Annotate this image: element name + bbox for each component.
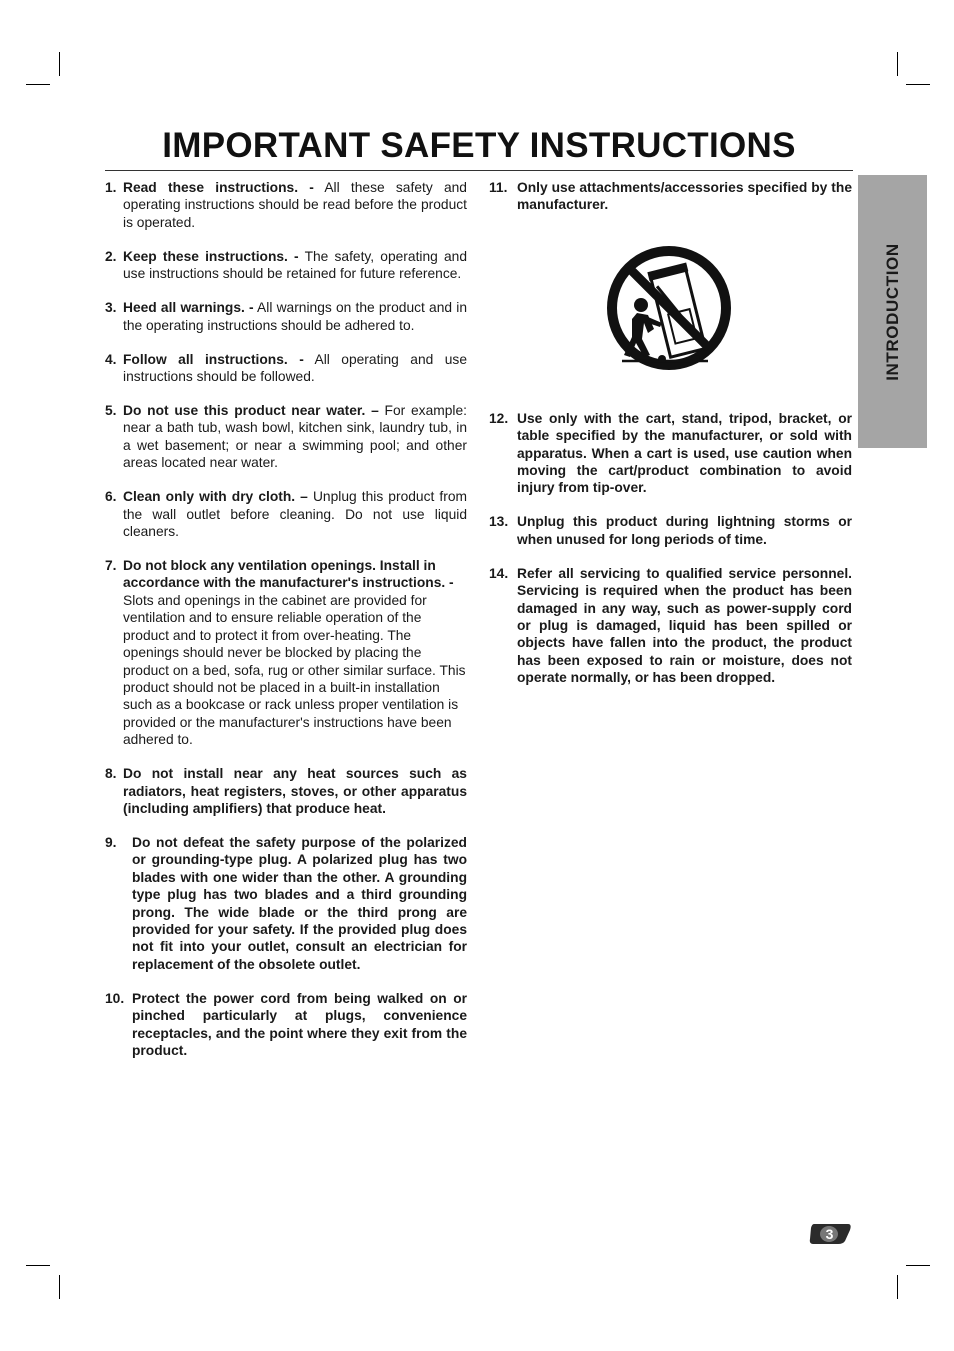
crop-mark [26, 1265, 50, 1266]
item-text: For example: near a bath tub, wash bowl, kitchen sink, laundry tub, in a wet basement; or near a swimming pool; and other areas located near water. [123, 403, 467, 471]
item-text: Slots and openings in the cabinet are provided for ventilation and to ensure reliable operation of the product and to protect it from over-heating. The openings should never be blocked by placing the product on a bed, sofa, rug or other similar surface. This product should not be placed in a built-in installation such as a bookcase or rack unless proper ventilation is provided or the manufacturer's instructions have been adhered to. [123, 592, 466, 748]
instruction-item [105, 834, 467, 973]
cart-warning-symbol [489, 234, 852, 384]
instruction-item [105, 179, 467, 231]
cart-tip-over-warning-icon [604, 243, 734, 373]
item-heading: Do not use this product near water. – [123, 403, 379, 419]
item-number: 5. [105, 403, 117, 419]
crop-mark [26, 84, 50, 85]
item-heading: Do not install near any heat sources such as radiators, heat registers, stoves, or other apparatus (including amplifiers) that produce heat. [123, 766, 467, 816]
instruction-item [105, 299, 467, 334]
item-text: All these safety and operating instructions should be read before the product is operated. [123, 180, 467, 230]
instruction-item [105, 557, 467, 748]
item-number: 6. [105, 489, 117, 505]
instruction-item [105, 990, 467, 1060]
item-number: 13. [489, 514, 509, 530]
item-number: 4. [105, 351, 117, 367]
crop-mark [897, 52, 898, 76]
item-text: The safety, operating and use instructions should be retained for future reference. [123, 248, 467, 282]
item-heading: Follow all instructions. - [123, 351, 304, 367]
page-number-badge [808, 1222, 851, 1246]
item-number: 2. [105, 248, 117, 264]
item-text: All operating and use instructions should be followed. [123, 351, 468, 385]
item-heading: Do not block any ventilation openings. Install in accordance with the manufacturer's instructions. - [123, 558, 454, 591]
item-heading: Heed all warnings. - [123, 300, 254, 316]
crop-mark [59, 1275, 60, 1299]
crop-mark [59, 52, 60, 76]
instruction-item [489, 513, 852, 548]
instruction-item [105, 765, 467, 817]
instruction-item [105, 402, 467, 472]
instruction-item [105, 351, 467, 386]
crop-mark [897, 1275, 898, 1299]
title-divider [105, 170, 853, 171]
item-text: Use only with the cart, stand, tripod, bracket, or table specified by the manufacturer, or sold with apparatus. When a cart is used, use caution when moving the cart/product combination to avoid injury from tip-over. [517, 410, 852, 496]
item-text: Refer all servicing to qualified service personnel. Servicing is required when the product has been damaged in any way, such as power-supply cord or plug is damaged, liquid has been spilled or objects have fallen into the product, the product has been exposed to rain or moisture, does not operate normally, or has been dropped. [517, 565, 852, 686]
item-number: 3. [105, 300, 117, 316]
item-number: 8. [105, 766, 117, 782]
instructions-right-column [489, 179, 852, 703]
item-text: Unplug this product during lightning storms or when unused for long periods of time. [517, 514, 852, 547]
item-number: 10. [105, 990, 125, 1006]
instruction-item [105, 488, 467, 540]
page-title: IMPORTANT SAFETY INSTRUCTIONS [162, 126, 796, 165]
section-tab-label: INTRODUCTION [882, 242, 902, 381]
section-tab [858, 175, 927, 448]
item-text: All warnings on the product and in the operating instructions should be adhered to. [123, 300, 467, 333]
item-heading: Protect the power cord from being walked on or pinched particularly at plugs, convenience receptacles, and the point where they exit from the product. [132, 990, 467, 1058]
item-number: 9. [105, 834, 117, 850]
item-heading: Read these instructions. - [123, 180, 314, 195]
item-number: 7. [105, 558, 117, 574]
item-heading: Keep these instructions. - [123, 248, 299, 264]
item-number: 1. [105, 180, 117, 195]
instruction-item [105, 248, 467, 283]
instructions-left-column [105, 179, 467, 1076]
crop-mark [906, 84, 930, 85]
item-number: 14. [489, 565, 509, 581]
instruction-item [489, 565, 852, 687]
page-number: 3 [825, 1226, 834, 1242]
item-heading: Do not defeat the safety purpose of the polarized or grounding-type plug. A polarized plug has two blades with one wider than the other. A grounding type plug has two blades and a third grounding prong. The wide blade or the third prong are provided for your safety. If the provided plug does not fit into your outlet, consult an electrician for replacement of the obsolete outlet. [132, 834, 467, 972]
instruction-item [489, 179, 852, 214]
item-number: 11. [489, 180, 508, 195]
instruction-item [489, 410, 852, 497]
item-text: Only use attachments/accessories specified by the manufacturer. [517, 180, 852, 213]
item-heading: Clean only with dry cloth. – [123, 489, 308, 505]
crop-mark [906, 1265, 930, 1266]
item-number: 12. [489, 410, 509, 426]
item-text: Unplug this product from the wall outlet before cleaning. Do not use liquid cleaners. [123, 489, 468, 540]
